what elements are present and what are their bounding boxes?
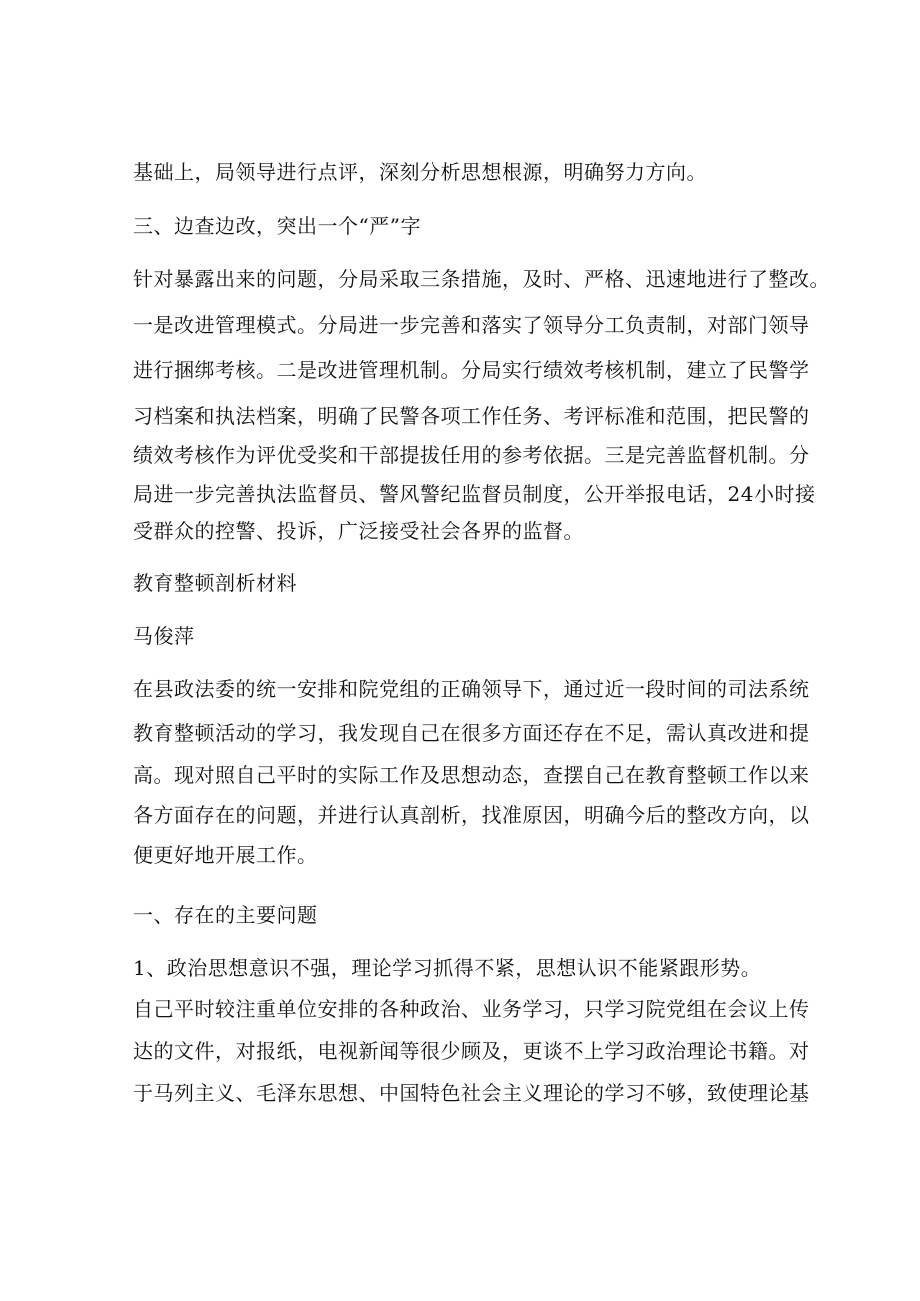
paragraph-line: 在县政法委的统一安排和院党组的正确领导下，通过近一段时间的司法系统	[133, 677, 810, 701]
document-title: 教育整顿剖析材料	[133, 571, 297, 595]
paragraph-line: 受群众的控警、投诉，广泛接受社会各界的监督。	[133, 519, 584, 543]
paragraph-line: 各方面存在的问题，并进行认真剖析，找准原因，明确今后的整改方向，以	[133, 803, 810, 827]
paragraph-line: 绩效考核作为评优受奖和干部提拔任用的参考依据。三是完善监督机制。分	[133, 443, 810, 467]
paragraph-line: 局进一步完善执法监督员、警风警纪监督员制度，公开举报电话，24小时接	[133, 482, 816, 506]
paragraph-line: 于马列主义、毛泽东思想、中国特色社会主义理论的学习不够，致使理论基	[133, 1081, 810, 1105]
section-heading: 三、边查边改，突出一个“严”字	[133, 214, 421, 238]
paragraph-line: 自己平时较注重单位安排的各种政治、业务学习，只学习院党组在会议上传	[133, 997, 810, 1021]
paragraph-line: 便更好地开展工作。	[133, 843, 318, 867]
paragraph-line: 达的文件，对报纸，电视新闻等很少顾及，更谈不上学习政治理论书籍。对	[133, 1039, 810, 1063]
paragraph-line: 高。现对照自己平时的实际工作及思想动态，查摆自己在教育整顿工作以来	[133, 763, 810, 787]
paragraph-line: 习档案和执法档案，明确了民警各项工作任务、考评标准和范围，把民警的	[133, 404, 810, 428]
section-heading: 一、存在的主要问题	[133, 903, 318, 927]
paragraph-line: 一是改进管理模式。分局进一步完善和落实了领导分工负责制，对部门领导	[133, 313, 810, 337]
author-name: 马俊萍	[133, 624, 195, 648]
paragraph-line: 进行捆绑考核。二是改进管理机制。分局实行绩效考核机制，建立了民警学	[133, 358, 810, 382]
paragraph-line: 基础上，局领导进行点评，深刻分析思想根源，明确努力方向。	[133, 160, 707, 184]
paragraph-line: 针对暴露出来的问题，分局采取三条措施，及时、严格、迅速地进行了整改。	[133, 267, 830, 291]
subsection-heading: 1、政治思想意识不强，理论学习抓得不紧，思想认识不能紧跟形势。	[133, 956, 762, 980]
paragraph-line: 教育整顿活动的学习，我发现自己在很多方面还存在不足，需认真改进和提	[133, 721, 810, 745]
